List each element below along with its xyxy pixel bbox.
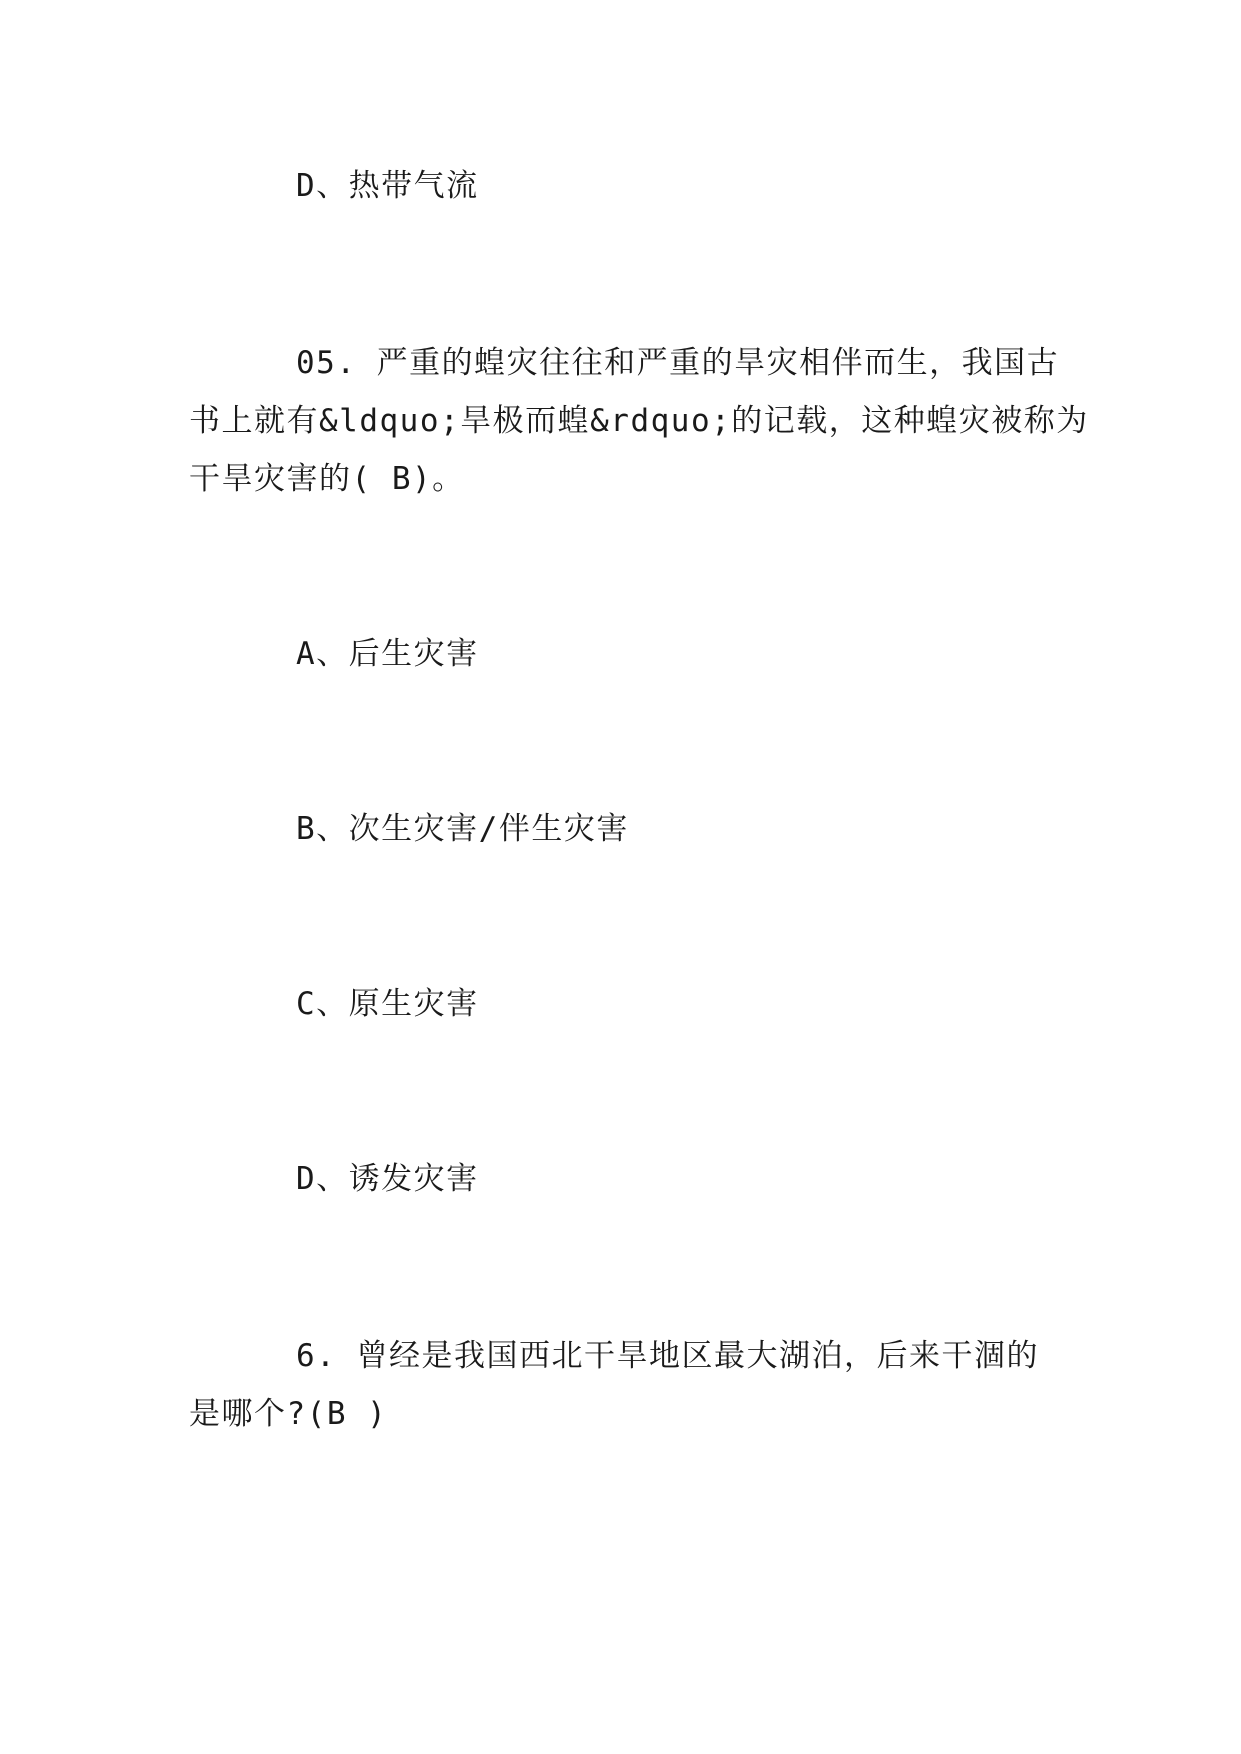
q5-option-d: D、诱发灾害 (296, 1161, 479, 1197)
q5-question-line-1: 05. 严重的蝗灾往往和严重的旱灾相伴而生，我国古 (296, 345, 1060, 381)
q5-option-c: C、原生灾害 (296, 986, 479, 1022)
q6-question-line-1: 6. 曾经是我国西北干旱地区最大湖泊，后来干涸的 (296, 1338, 1039, 1374)
q5-option-b: B、次生灾害/伴生灾害 (296, 811, 629, 847)
q4-option-d: D、热带气流 (296, 168, 479, 204)
q5-question-line-3: 干旱灾害的( B)。 (189, 461, 465, 497)
q6-question-line-2: 是哪个?(B ) (189, 1396, 388, 1432)
q5-option-a: A、后生灾害 (296, 636, 479, 672)
q5-question-line-2: 书上就有&ldquo;旱极而蝗&rdquo;的记载，这种蝗灾被称为 (189, 403, 1089, 439)
